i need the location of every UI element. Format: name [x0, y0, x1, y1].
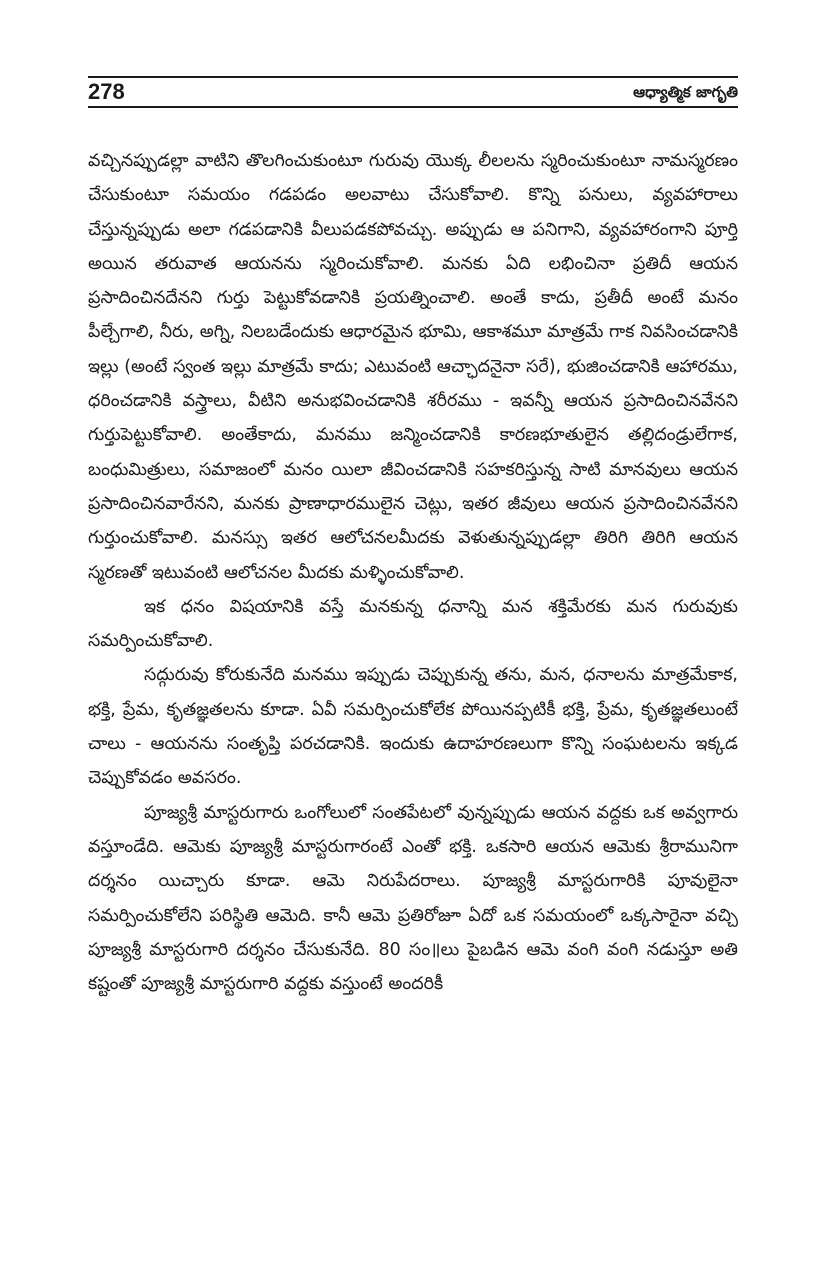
paragraph: ఇక ధనం విషయానికి వస్తే మనకున్న ధనాన్ని మన శక్తిమేరకు మన గురువుకు సమర్పించుకోవాలి.	[88, 596, 738, 652]
page-number: 278	[88, 79, 125, 104]
paragraph: పూజ్యశ్రీ మాస్టరుగారు ఒంగోలులో సంతపేటలో వున్నప్పుడు ఆయన వద్దకు ఒక అవ్వగారు వస్తూండేది. ఆమెకు పూజ్యశ్రీ మాస్టరుగారంటే ఎంతో భక్తి. ఒకసారి ఆయన ఆమెకు శ్రీరామునిగా దర్శనం యిచ్చారు కూడా. ఆమె నిరుపేదరాలు. పూజ్యశ్రీ మాస్టరుగారికి పూవులైనా సమర్పించుకోలేని పరిస్థితి ఆమెది. కానీ ఆమె ప్రతిరోజూ ఏదో ఒక సమయంలో ఒక్కసారైనా వచ్చి పూజ్యశ్రీ మాస్టరుగారి దర్శనం చేసుకునేది. 80 సం॥లు పైబడిన ఆమె వంగి వంగి నడుస్తూ అతి కష్టంతో పూజ్యశ్రీ మాస్టరుగారి వద్దకు వస్తుంటే అందరికీ	[88, 802, 738, 995]
header-rule-bottom	[88, 106, 738, 108]
running-title: ఆధ్యాత్మిక జాగృతి	[633, 83, 738, 101]
paragraph: వచ్చినప్పుడల్లా వాటిని తొలగించుకుంటూ గురువు యొక్క లీలలను స్మరించుకుంటూ నామస్మరణం చేసుకుంటూ సమయం గడపడం అలవాటు చేసుకోవాలి. కొన్ని పనులు, వ్యవహారాలు చేస్తున్నప్పుడు అలా గడపడానికి వీలుపడకపోవచ్చు. అప్పుడు ఆ పనిగాని, వ్యవహారంగాని పూర్తి అయిన తరువాత ఆయనను స్మరించుకోవాలి. మనకు ఏది లభించినా ప్రతిదీ ఆయన ప్రసాదించినదేనని గుర్తు పెట్టుకోవడానికి ప్రయత్నించాలి. అంతే కాదు, ప్రతీదీ అంటే మనం పీల్చేగాలి, నీరు, అగ్ని, నిలబడేందుకు ఆధారమైన భూమి, ఆకాశమూ మాత్రమే గాక నివసించడానికి ఇల్లు (అంటే స్వంత ఇల్లు మాత్రమే కాదు; ఎటువంటి ఆచ్ఛాదనైనా సరే), భుజించడానికి ఆహారము, ధరించడానికి వస్త్రాలు, వీటిని అనుభవించడానికి శరీరము - ఇవన్నీ ఆయన ప్రసాదించినవేనని గుర్తుపెట్టుకోవాలి. అంతేకాదు, మనము జన్మించడానికి కారణభూతులైన తల్లిదండ్రులేగాక, బంధుమిత్రులు, సమాజంలో మనం యిలా జీవించడానికి సహకరిస్తున్న సాటి మానవులు ఆయన ప్రసాదించినవారేనని, మనకు ప్రాణాధారములైన చెట్లు, ఇతర జీవులు ఆయన ప్రసాదించినవేనని గుర్తుంచుకోవాలి. మనస్సు ఇతర ఆలోచనలమీదకు వెళుతున్నప్పుడల్లా తిరిగి తిరిగి ఆయన స్మరణతో ఇటువంటి ఆలోచనల మీదకు మళ్ళించుకోవాలి.	[88, 151, 738, 583]
paragraph: సద్గురువు కోరుకునేది మనము ఇప్పుడు చెప్పుకున్న తను, మన, ధనాలను మాత్రమేకాక, భక్తి, ప్రేమ, కృతజ్ఞతలను కూడా. ఏవీ సమర్పించుకోలేక పోయినప్పటికీ భక్తి, ప్రేమ, కృతజ్ఞతలుంటే చాలు - ఆయనను సంతృప్తి పరచడానికి. ఇందుకు ఉదాహరణలుగా కొన్ని సంఘటలను ఇక్కడ చెప్పుకోవడం అవసరం.	[88, 665, 738, 789]
body-text	[88, 144, 738, 1001]
header-rule-top	[88, 76, 738, 78]
